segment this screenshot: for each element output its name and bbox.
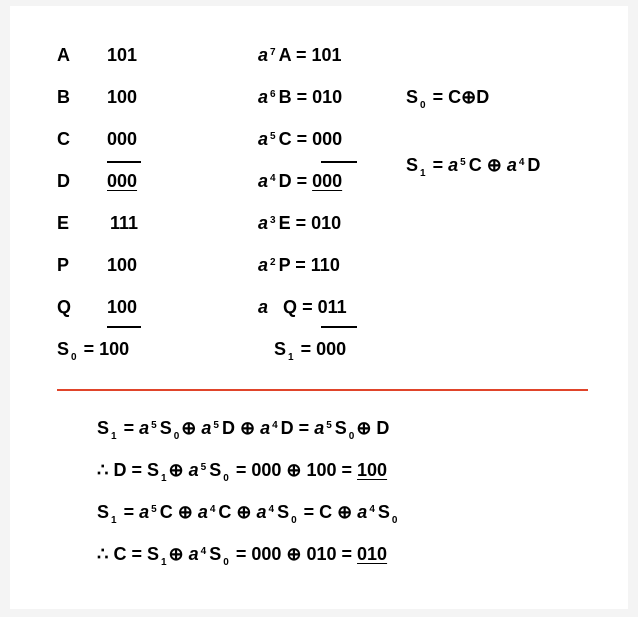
divider-line [57,389,588,391]
derivation-line-3: S $_1$ = a $^5$ C ⊕ a $^4$ C ⊕ a $^4$ S $_0$ = C ⊕ a $^4$ S $_0$ [97,502,398,526]
row-value-e: 111 [110,213,139,233]
s1-definition: S $_1$ = a $^5$ C ⊕ a $^4$ D [406,155,541,179]
sum-line-left [107,326,141,328]
derivation-line-2: ∴ D = S $_1$ ⊕ a $^5$ S $_0$ = 000 ⊕ 100 = 100 [97,460,388,484]
row-value-a: 101 [107,45,138,65]
row-value-p: 100 [107,255,138,275]
row-name-p: P [57,255,70,275]
sum-line-middle [321,326,357,328]
weighted-d: a $^4$ D = 000 [258,171,343,191]
row-name-e: E [57,213,70,233]
row-name-d: D [57,171,70,191]
weighted-c: a $^5$ C = 000 [258,129,343,149]
row-value-d: 000 [107,171,138,191]
overline-d [107,161,141,163]
weighted-p: a $^2$ P = 110 [258,255,340,275]
weighted-b: a $^6$ B = 010 [258,87,343,107]
weighted-e: a $^3$ E = 010 [258,213,342,233]
weighted-a: a $^7$ A = 101 [258,45,342,65]
overline-weighted-d [321,161,357,163]
row-name-b: B [57,87,70,107]
c-answer: 010 [357,544,388,564]
derivation-line-4: ∴ C = S $_1$ ⊕ a $^4$ S $_0$ = 000 ⊕ 010 = 010 [97,544,388,568]
s0-result: S $_0$ = 100 [57,339,130,363]
row-name-c: C [57,129,70,149]
row-name-q: Q [57,297,72,317]
row-name-a: A [57,45,70,65]
row-value-q: 100 [107,297,138,317]
row-value-c: 000 [107,129,138,149]
s1-result: S $_1$ = 000 [274,339,347,363]
d-answer: 100 [357,460,388,480]
derivation-line-1: S $_1$ = a $^5$ S $_0$ ⊕ a $^5$ D ⊕ a $^4$ D = a $^5$ S $_0$ ⊕ D [97,418,390,442]
row-value-b: 100 [107,87,138,107]
weighted-q: a Q = 011 [258,297,347,317]
s0-definition: S $_0$ = C⊕D [406,87,490,111]
